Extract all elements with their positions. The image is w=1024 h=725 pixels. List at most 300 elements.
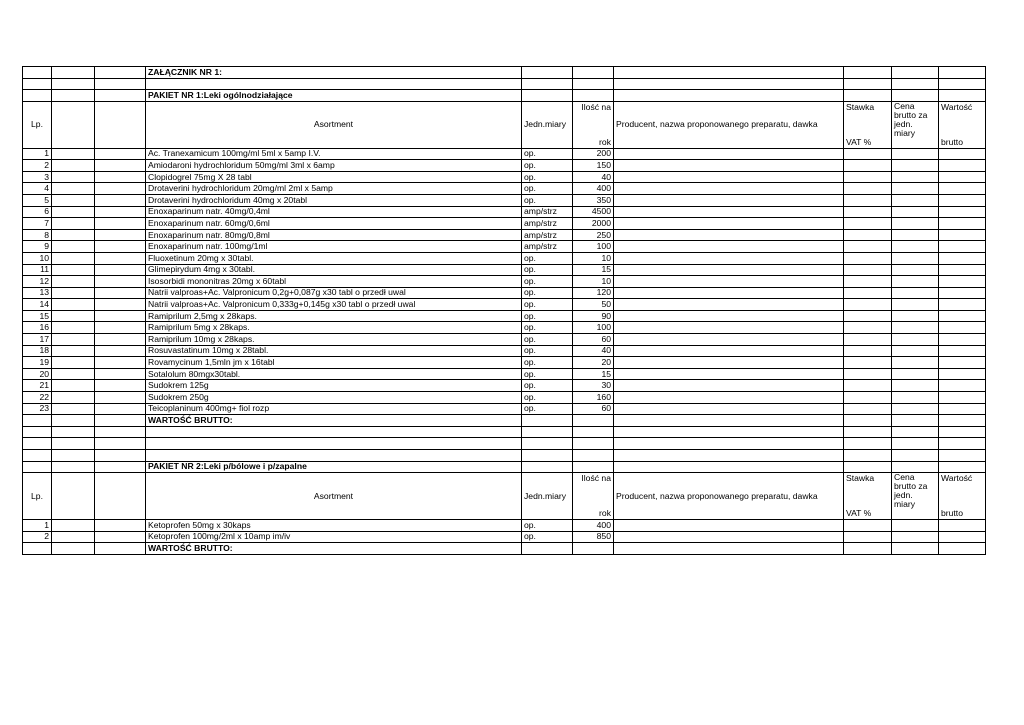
row-asortment: Sudokrem 125g <box>146 380 522 392</box>
header-cena: Cena brutto za jedn. miary <box>892 473 939 520</box>
empty-cell <box>522 461 573 473</box>
empty-cell <box>892 160 939 172</box>
empty-cell <box>844 392 892 404</box>
empty-cell <box>939 252 986 264</box>
empty-cell <box>892 299 939 311</box>
empty-cell <box>52 171 95 183</box>
row-qty: 120 <box>573 287 614 299</box>
empty-cell <box>23 450 52 462</box>
header-stawka <box>844 473 892 520</box>
empty-cell <box>614 368 844 380</box>
row-asortment: Clopidogrel 75mg X 28 tabl <box>146 171 522 183</box>
row-lp: 11 <box>23 264 52 276</box>
empty-cell <box>52 322 95 334</box>
annex-title-row <box>23 67 986 79</box>
empty-cell <box>939 78 986 90</box>
empty-cell <box>892 531 939 543</box>
empty-cell <box>892 194 939 206</box>
package-total-row <box>23 543 986 555</box>
table-row <box>23 520 986 532</box>
row-asortment: Natrii valproas+Ac. Valpronicum 0,333g+0,145g x30 tabl o przedł uwal <box>146 299 522 311</box>
header-ilosc <box>573 101 614 148</box>
table-row <box>23 171 986 183</box>
row-asortment: Isosorbidi mononitras 20mg x 60tabl <box>146 276 522 288</box>
empty-cell <box>95 543 146 555</box>
header-stawka-bottom: VAT % <box>846 508 872 519</box>
empty-cell <box>939 171 986 183</box>
table-row <box>23 229 986 241</box>
row-unit: op. <box>522 310 573 322</box>
row-qty: 150 <box>573 160 614 172</box>
row-unit: amp/strz <box>522 241 573 253</box>
empty-row <box>23 450 986 462</box>
empty-cell <box>614 194 844 206</box>
empty-cell <box>95 357 146 369</box>
empty-cell <box>939 543 986 555</box>
empty-cell <box>52 194 95 206</box>
empty-cell <box>95 160 146 172</box>
table-row <box>23 276 986 288</box>
empty-cell <box>52 415 95 427</box>
empty-cell <box>95 310 146 322</box>
column-header-row <box>23 101 986 148</box>
row-lp: 20 <box>23 368 52 380</box>
empty-cell <box>52 310 95 322</box>
empty-cell <box>844 160 892 172</box>
row-lp: 13 <box>23 287 52 299</box>
empty-row <box>23 78 986 90</box>
empty-cell <box>52 392 95 404</box>
empty-cell <box>614 78 844 90</box>
row-lp: 7 <box>23 218 52 230</box>
empty-cell <box>146 78 522 90</box>
empty-row <box>23 426 986 438</box>
row-asortment: Ramiprilum 10mg x 28kaps. <box>146 334 522 346</box>
empty-cell <box>844 380 892 392</box>
table-row <box>23 160 986 172</box>
empty-cell <box>844 299 892 311</box>
empty-cell <box>892 218 939 230</box>
empty-cell <box>892 241 939 253</box>
empty-cell <box>939 194 986 206</box>
empty-cell <box>939 148 986 160</box>
header-stawka-top: Stawka <box>846 473 875 484</box>
empty-cell <box>844 90 892 102</box>
row-qty: 160 <box>573 392 614 404</box>
row-lp: 18 <box>23 345 52 357</box>
empty-cell <box>844 368 892 380</box>
row-unit: op. <box>522 287 573 299</box>
empty-cell <box>573 543 614 555</box>
empty-cell <box>522 90 573 102</box>
empty-cell <box>573 90 614 102</box>
row-asortment: Enoxaparinum natr. 100mg/1ml <box>146 241 522 253</box>
row-qty: 20 <box>573 357 614 369</box>
empty-cell <box>95 450 146 462</box>
empty-cell <box>23 78 52 90</box>
row-lp: 15 <box>23 310 52 322</box>
empty-cell <box>95 334 146 346</box>
empty-cell <box>95 322 146 334</box>
table-row <box>23 392 986 404</box>
empty-cell <box>844 450 892 462</box>
empty-cell <box>939 380 986 392</box>
empty-cell <box>844 229 892 241</box>
empty-cell <box>52 473 95 520</box>
empty-cell <box>844 461 892 473</box>
empty-cell <box>95 345 146 357</box>
row-lp: 2 <box>23 160 52 172</box>
package-title-row-label: PAKIET NR 2:Leki p/bólowe i p/zapalne <box>146 461 522 473</box>
row-qty: 10 <box>573 276 614 288</box>
header-jedn-miary: Jedn.miary <box>522 473 573 520</box>
empty-cell <box>95 183 146 195</box>
annex-title-row-label: ZAŁĄCZNIK NR 1: <box>146 67 522 79</box>
row-qty: 10 <box>573 252 614 264</box>
empty-row <box>23 438 986 450</box>
row-qty: 4500 <box>573 206 614 218</box>
row-asortment: Rosuvastatinum 10mg x 28tabl. <box>146 345 522 357</box>
empty-cell <box>95 299 146 311</box>
row-lp: 1 <box>23 520 52 532</box>
empty-cell <box>95 276 146 288</box>
empty-cell <box>52 426 95 438</box>
empty-cell <box>23 438 52 450</box>
table-row <box>23 357 986 369</box>
row-lp: 1 <box>23 148 52 160</box>
row-asortment: Enoxaparinum natr. 40mg/0,4ml <box>146 206 522 218</box>
empty-cell <box>23 543 52 555</box>
empty-cell <box>939 183 986 195</box>
empty-cell <box>892 287 939 299</box>
row-qty: 400 <box>573 520 614 532</box>
empty-cell <box>892 276 939 288</box>
header-asortment: Asortment <box>146 473 522 520</box>
empty-cell <box>614 345 844 357</box>
empty-cell <box>939 334 986 346</box>
table-row <box>23 183 986 195</box>
empty-cell <box>614 403 844 415</box>
empty-cell <box>614 218 844 230</box>
header-ilosc <box>573 473 614 520</box>
header-lp: Lp. <box>23 101 52 148</box>
empty-cell <box>52 241 95 253</box>
empty-cell <box>52 438 95 450</box>
row-asortment: Ketoprofen 100mg/2ml x 10amp im/iv <box>146 531 522 543</box>
empty-cell <box>614 148 844 160</box>
empty-cell <box>614 287 844 299</box>
empty-cell <box>573 450 614 462</box>
empty-cell <box>939 426 986 438</box>
header-stawka <box>844 101 892 148</box>
header-producent: Producent, nazwa proponowanego preparatu, dawka <box>614 101 844 148</box>
empty-cell <box>573 426 614 438</box>
row-unit: op. <box>522 531 573 543</box>
empty-cell <box>52 160 95 172</box>
empty-cell <box>52 218 95 230</box>
empty-cell <box>614 392 844 404</box>
row-unit: op. <box>522 368 573 380</box>
empty-cell <box>939 160 986 172</box>
table-row <box>23 287 986 299</box>
empty-cell <box>892 78 939 90</box>
empty-cell <box>95 426 146 438</box>
empty-cell <box>95 194 146 206</box>
table-row <box>23 380 986 392</box>
row-asortment: Ramiprilum 2,5mg x 28kaps. <box>146 310 522 322</box>
column-header-row <box>23 473 986 520</box>
empty-cell <box>892 345 939 357</box>
empty-cell <box>614 450 844 462</box>
row-asortment: Ac. Tranexamicum 100mg/ml 5ml x 5amp I.V. <box>146 148 522 160</box>
empty-cell <box>844 218 892 230</box>
empty-cell <box>892 380 939 392</box>
empty-cell <box>939 438 986 450</box>
row-qty: 90 <box>573 310 614 322</box>
empty-cell <box>939 276 986 288</box>
row-asortment: Teicoplaninum 400mg+ fiol rozp <box>146 403 522 415</box>
empty-cell <box>95 403 146 415</box>
empty-cell <box>939 287 986 299</box>
empty-cell <box>939 450 986 462</box>
empty-cell <box>939 67 986 79</box>
empty-cell <box>23 461 52 473</box>
empty-cell <box>52 345 95 357</box>
row-qty: 30 <box>573 380 614 392</box>
row-asortment: Natrii valproas+Ac. Valpronicum 0,2g+0,087g x30 tabl o przedł uwal <box>146 287 522 299</box>
row-unit: amp/strz <box>522 206 573 218</box>
empty-cell <box>614 67 844 79</box>
row-lp: 2 <box>23 531 52 543</box>
package-title-row <box>23 461 986 473</box>
empty-cell <box>614 171 844 183</box>
row-asortment: Drotaverini hydrochloridum 20mg/ml 2ml x 5amp <box>146 183 522 195</box>
empty-cell <box>95 287 146 299</box>
row-unit: op. <box>522 252 573 264</box>
empty-cell <box>892 438 939 450</box>
empty-cell <box>614 160 844 172</box>
row-qty: 200 <box>573 148 614 160</box>
table-row <box>23 218 986 230</box>
table-row <box>23 368 986 380</box>
empty-cell <box>95 148 146 160</box>
row-lp: 19 <box>23 357 52 369</box>
empty-cell <box>844 194 892 206</box>
row-qty: 250 <box>573 229 614 241</box>
empty-cell <box>892 450 939 462</box>
empty-cell <box>95 229 146 241</box>
header-cena: Cena brutto za jedn. miary <box>892 101 939 148</box>
empty-cell <box>939 90 986 102</box>
empty-cell <box>939 357 986 369</box>
empty-cell <box>844 345 892 357</box>
row-unit: op. <box>522 403 573 415</box>
empty-cell <box>844 241 892 253</box>
empty-cell <box>614 264 844 276</box>
header-ilosc-bottom: rok <box>599 508 611 519</box>
empty-cell <box>52 357 95 369</box>
row-unit: op. <box>522 264 573 276</box>
table-row <box>23 264 986 276</box>
empty-cell <box>844 334 892 346</box>
package-total-row <box>23 415 986 427</box>
empty-cell <box>892 426 939 438</box>
empty-cell <box>892 206 939 218</box>
row-lp: 6 <box>23 206 52 218</box>
table-row <box>23 403 986 415</box>
empty-cell <box>892 403 939 415</box>
empty-cell <box>52 368 95 380</box>
empty-cell <box>892 357 939 369</box>
empty-cell <box>844 403 892 415</box>
row-lp: 10 <box>23 252 52 264</box>
empty-cell <box>939 368 986 380</box>
empty-cell <box>52 206 95 218</box>
row-unit: op. <box>522 160 573 172</box>
table-row <box>23 334 986 346</box>
empty-cell <box>23 67 52 79</box>
empty-cell <box>939 415 986 427</box>
table-row <box>23 206 986 218</box>
empty-cell <box>95 368 146 380</box>
empty-cell <box>522 438 573 450</box>
row-unit: op. <box>522 194 573 206</box>
empty-cell <box>892 183 939 195</box>
empty-cell <box>892 415 939 427</box>
empty-cell <box>146 450 522 462</box>
empty-cell <box>146 426 522 438</box>
row-unit: op. <box>522 322 573 334</box>
empty-cell <box>52 101 95 148</box>
row-qty: 40 <box>573 171 614 183</box>
empty-cell <box>939 229 986 241</box>
empty-cell <box>95 520 146 532</box>
row-qty: 60 <box>573 403 614 415</box>
empty-cell <box>844 252 892 264</box>
row-lp: 22 <box>23 392 52 404</box>
table-row <box>23 322 986 334</box>
header-asortment: Asortment <box>146 101 522 148</box>
table-row <box>23 345 986 357</box>
empty-cell <box>95 264 146 276</box>
row-unit: op. <box>522 183 573 195</box>
empty-cell <box>844 67 892 79</box>
empty-cell <box>939 520 986 532</box>
table-row <box>23 148 986 160</box>
empty-cell <box>52 148 95 160</box>
empty-cell <box>939 206 986 218</box>
empty-cell <box>573 78 614 90</box>
table-row <box>23 252 986 264</box>
row-asortment: Sudokrem 250g <box>146 392 522 404</box>
package-title-row-label: PAKIET NR 1:Leki ogólnodziałające <box>146 90 522 102</box>
empty-cell <box>614 241 844 253</box>
empty-cell <box>844 520 892 532</box>
row-unit: op. <box>522 148 573 160</box>
empty-cell <box>522 415 573 427</box>
empty-cell <box>892 90 939 102</box>
empty-cell <box>95 415 146 427</box>
empty-cell <box>614 531 844 543</box>
row-lp: 23 <box>23 403 52 415</box>
empty-cell <box>614 415 844 427</box>
empty-cell <box>52 252 95 264</box>
row-unit: amp/strz <box>522 218 573 230</box>
empty-cell <box>522 67 573 79</box>
empty-cell <box>146 438 522 450</box>
row-asortment: Amiodaroni hydrochloridum 50mg/ml 3ml x 6amp <box>146 160 522 172</box>
empty-cell <box>522 426 573 438</box>
empty-cell <box>939 461 986 473</box>
empty-cell <box>52 380 95 392</box>
row-asortment: Ketoprofen 50mg x 30kaps <box>146 520 522 532</box>
row-qty: 100 <box>573 241 614 253</box>
empty-cell <box>95 473 146 520</box>
row-asortment: Enoxaparinum natr. 80mg/0,8ml <box>146 229 522 241</box>
empty-cell <box>939 264 986 276</box>
empty-cell <box>522 78 573 90</box>
row-qty: 350 <box>573 194 614 206</box>
row-qty: 40 <box>573 345 614 357</box>
empty-cell <box>95 241 146 253</box>
empty-cell <box>614 252 844 264</box>
empty-cell <box>23 415 52 427</box>
header-wartosc-top: Wartość <box>941 101 973 112</box>
empty-cell <box>892 520 939 532</box>
empty-cell <box>95 438 146 450</box>
empty-cell <box>892 229 939 241</box>
empty-cell <box>939 531 986 543</box>
empty-cell <box>23 90 52 102</box>
row-asortment: Glimepirydum 4mg x 30tabl. <box>146 264 522 276</box>
row-asortment: Enoxaparinum natr. 60mg/0,6ml <box>146 218 522 230</box>
row-lp: 8 <box>23 229 52 241</box>
empty-cell <box>614 206 844 218</box>
row-unit: op. <box>522 520 573 532</box>
empty-cell <box>95 206 146 218</box>
empty-cell <box>614 461 844 473</box>
empty-cell <box>614 310 844 322</box>
empty-cell <box>52 531 95 543</box>
empty-cell <box>844 148 892 160</box>
row-lp: 14 <box>23 299 52 311</box>
table-row <box>23 241 986 253</box>
empty-cell <box>844 206 892 218</box>
empty-cell <box>892 264 939 276</box>
empty-cell <box>614 426 844 438</box>
empty-cell <box>614 229 844 241</box>
empty-cell <box>892 334 939 346</box>
empty-cell <box>52 520 95 532</box>
empty-cell <box>892 392 939 404</box>
row-lp: 12 <box>23 276 52 288</box>
empty-cell <box>844 357 892 369</box>
empty-cell <box>614 380 844 392</box>
empty-cell <box>892 543 939 555</box>
empty-cell <box>939 322 986 334</box>
row-qty: 50 <box>573 299 614 311</box>
empty-cell <box>614 299 844 311</box>
empty-cell <box>614 276 844 288</box>
row-unit: op. <box>522 380 573 392</box>
empty-cell <box>95 392 146 404</box>
empty-cell <box>52 229 95 241</box>
row-unit: op. <box>522 334 573 346</box>
empty-cell <box>939 403 986 415</box>
row-asortment: Rovamycinum 1,5mln jm x 16tabl <box>146 357 522 369</box>
empty-cell <box>614 183 844 195</box>
empty-cell <box>52 461 95 473</box>
